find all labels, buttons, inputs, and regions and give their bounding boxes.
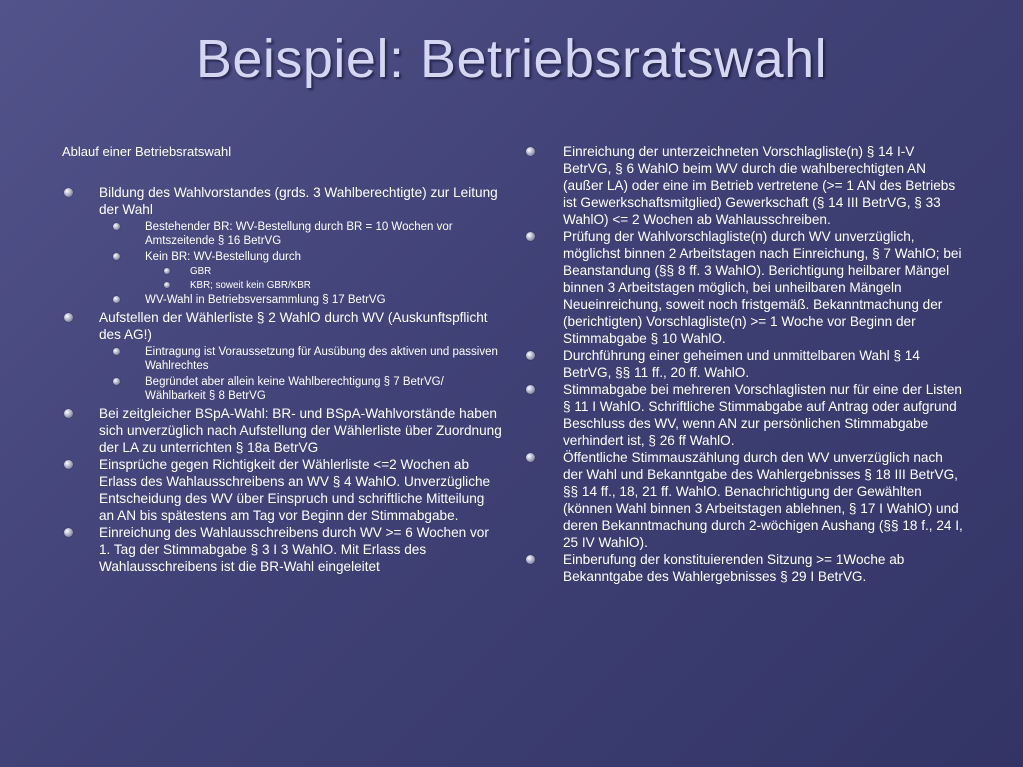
bullet-pruefung: Prüfung der Wahlvorschlagliste(n) durch WV unverzüglich, möglichst binnen 2 Arbeitstagen nach Einreichung, § 7 WahlO; bei Beanstandung (§§ 8 ff. 3 WahlO). Berichtigung heilbarer Mängel binnen 3 Arbeitstagen möglich, bei unheilbaren Mängeln Neueinreichung, soweit noch fristgemäß. Bekanntmachung der (berichtigten) Vorschlagliste(n) >= 1 Woche vor Beginn der Stimmabgabe § 10 WahlO. — [524, 228, 964, 347]
bullet-waehlerliste: Aufstellen der Wählerliste § 2 WahlO durch WV (Auskunftspflicht des AG!) — [62, 309, 502, 343]
slide-title: Beispiel: Betriebsratswahl — [195, 29, 828, 89]
left-bullet-list — [62, 184, 502, 575]
sub-bullet-bestehender-br: Bestehender BR: WV-Bestellung durch BR = 10 Wochen vor Amtszeitende § 16 BetrVG — [62, 220, 502, 248]
bullet-einberufung: Einberufung der konstituierenden Sitzung >= 1Woche ab Bekanntgabe des Wahlergebnisses § 29 I BetrVG. — [524, 551, 964, 585]
bullet-bspa-wahl: Bei zeitgleicher BSpA-Wahl: BR- und BSpA-Wahlvorstände haben sich unverzüglich nach Aufstellung der Wählerliste über Zuordnung der LA zu unterrichten § 18a BetrVG — [62, 405, 502, 456]
right-column — [524, 143, 964, 585]
bullet-icon — [64, 460, 73, 469]
bullet-wahlvorstand: Bildung des Wahlvorstandes (grds. 3 Wahlberechtigte) zur Leitung der Wahl — [62, 184, 502, 218]
bullet-icon — [526, 147, 535, 156]
bullet-wahlausschreiben: Einreichung des Wahlausschreibens durch WV >= 6 Wochen vor 1. Tag der Stimmabgabe § 3 I 3 WahlO. Mit Erlass des Wahlausschreibens ist die BR-Wahl eingeleitet — [62, 524, 502, 575]
bullet-icon — [113, 378, 120, 385]
bullet-icon — [113, 348, 120, 355]
bullet-icon — [64, 409, 73, 418]
bullet-einsprueche: Einsprüche gegen Richtigkeit der Wählerliste <=2 Wochen ab Erlass des Wahlausschreibens an WV § 4 WahlO. Unverzügliche Entscheidung des WV über Einspruch und schriftliche Mitteilung an AN bis spätestens am Tag vor Beginn der Stimmabgabe. — [62, 456, 502, 524]
sub-sub-bullet-kbr: KBR; soweit kein GBR/KBR — [62, 280, 502, 292]
bullet-icon — [64, 188, 73, 197]
bullet-durchfuehrung: Durchführung einer geheimen und unmittelbaren Wahl § 14 BetrVG, §§ 11 ff., 20 ff. WahlO. — [524, 347, 964, 381]
bullet-icon — [526, 232, 535, 241]
sub-bullet-begruendet: Begründet aber allein keine Wahlberechtigung § 7 BetrVG/ Wählbarkeit § 8 BetrVG — [62, 375, 502, 403]
bullet-icon — [113, 296, 120, 303]
left-column — [62, 144, 502, 575]
right-bullet-list — [524, 143, 964, 585]
section-heading: Ablauf einer Betriebsratswahl — [62, 144, 232, 159]
bullet-icon — [526, 453, 535, 462]
bullet-icon — [113, 223, 120, 230]
bullet-icon — [164, 268, 170, 274]
bullet-icon — [526, 351, 535, 360]
bullet-vorschlagliste: Einreichung der unterzeichneten Vorschlagliste(n) § 14 I-V BetrVG, § 6 WahlO beim WV durch die wahlberechtigten AN (außer LA) oder eine im Betrieb vertretene (>= 1 AN des Betriebs ist Gewerkschaftsmitglied) Gewerkschaft (§ 14 III BetrVG, § 33 WahlO) <= 2 Wochen ab Wahlausschreiben. — [524, 143, 964, 228]
bullet-icon — [526, 385, 535, 394]
sub-bullet-kein-br: Kein BR: WV-Bestellung durch — [62, 250, 502, 264]
bullet-icon — [64, 528, 73, 537]
bullet-icon — [164, 282, 170, 288]
bullet-stimmabgabe: Stimmabgabe bei mehreren Vorschlaglisten nur für eine der Listen § 11 I WahlO. Schriftliche Stimmabgabe auf Antrag oder aufgrund Beschluss des WV, wenn AN zur persönlichen Stimmabgabe verhindert ist, § 26 ff WahlO. — [524, 381, 964, 449]
bullet-icon — [113, 253, 120, 260]
bullet-icon — [64, 313, 73, 322]
sub-sub-bullet-gbr: GBR — [62, 266, 502, 278]
bullet-stimmauszaehlung: Öffentliche Stimmauszählung durch den WV unverzüglich nach der Wahl und Bekanntgabe des Wahlergebnisses § 18 III BetrVG, §§ 14 ff., 18, 21 ff. WahlO. Benachrichtigung der Gewählten (können Wahl binnen 3 Arbeitstagen ablehnen, § 17 I WahlO) und deren Bekanntmachung durch 2-wöchigen Aushang (§§ 18 f., 24 I, 25 IV WahlO). — [524, 449, 964, 551]
sub-bullet-eintragung: Eintragung ist Voraussetzung für Ausübung des aktiven und passiven Wahlrechtes — [62, 345, 502, 373]
bullet-icon — [526, 555, 535, 564]
sub-bullet-wv-wahl: WV-Wahl in Betriebsversammlung § 17 BetrVG — [62, 293, 502, 307]
